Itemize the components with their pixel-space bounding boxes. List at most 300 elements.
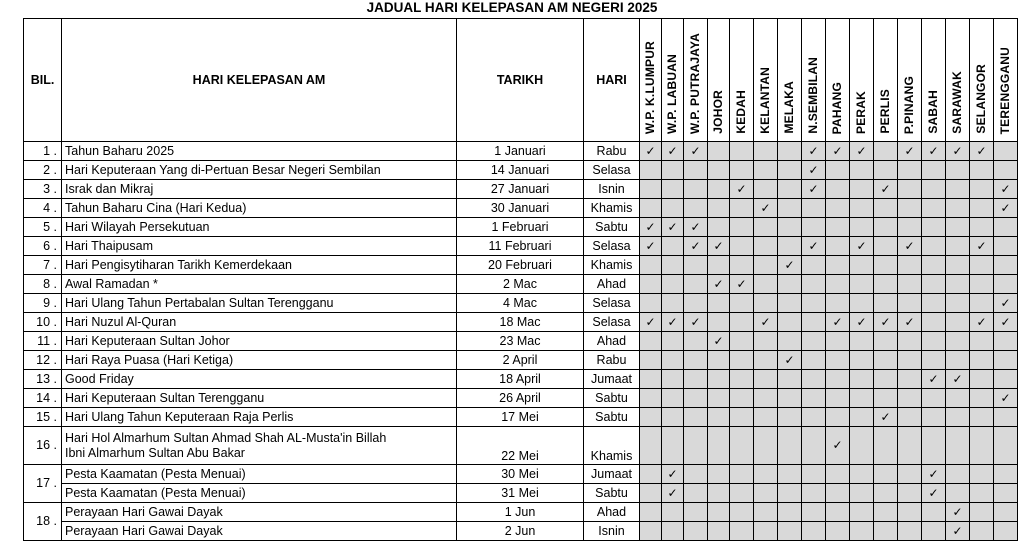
state-cell <box>898 161 922 180</box>
holiday-name: Perayaan Hari Gawai Dayak <box>62 522 457 541</box>
state-cell <box>874 180 898 199</box>
state-cell <box>754 370 778 389</box>
check-icon: ✓ <box>952 143 963 158</box>
holiday-day: Jumaat <box>584 465 640 484</box>
holiday-day: Ahad <box>584 275 640 294</box>
state-cell <box>754 142 778 161</box>
state-cell <box>802 465 826 484</box>
state-cell <box>754 256 778 275</box>
state-cell <box>708 275 730 294</box>
holiday-day: Selasa <box>584 237 640 256</box>
holiday-name: Pesta Kaamatan (Pesta Menuai) <box>62 484 457 503</box>
state-cell <box>994 522 1018 541</box>
holiday-day: Rabu <box>584 351 640 370</box>
state-cell <box>640 332 662 351</box>
state-cell <box>640 294 662 313</box>
state-cell <box>922 351 946 370</box>
check-icon: ✓ <box>1000 295 1011 310</box>
state-cell <box>898 294 922 313</box>
state-cell <box>922 408 946 427</box>
state-cell <box>946 484 970 503</box>
state-cell <box>684 199 708 218</box>
holiday-name: Tahun Baharu Cina (Hari Kedua) <box>62 199 457 218</box>
state-cell <box>850 161 874 180</box>
state-cell <box>662 351 684 370</box>
state-cell <box>640 142 662 161</box>
state-cell <box>708 294 730 313</box>
state-cell <box>970 370 994 389</box>
state-cell <box>662 313 684 332</box>
state-cell <box>826 275 850 294</box>
state-cell <box>754 522 778 541</box>
state-cell <box>970 218 994 237</box>
state-cell <box>898 484 922 503</box>
state-cell <box>898 180 922 199</box>
state-cell <box>946 389 970 408</box>
state-cell <box>778 218 802 237</box>
header-state: MELAKA <box>778 19 802 142</box>
state-cell <box>850 332 874 351</box>
holiday-day: Ahad <box>584 332 640 351</box>
state-cell <box>662 484 684 503</box>
state-cell <box>778 408 802 427</box>
state-cell <box>778 332 802 351</box>
state-cell <box>802 313 826 332</box>
check-icon: ✓ <box>952 504 963 519</box>
row-number: 14 . <box>24 389 62 408</box>
state-cell <box>778 237 802 256</box>
state-cell <box>994 427 1018 465</box>
state-cell <box>874 351 898 370</box>
holiday-name: Hari Nuzul Al-Quran <box>62 313 457 332</box>
state-cell <box>970 275 994 294</box>
check-icon: ✓ <box>645 143 656 158</box>
state-cell <box>640 218 662 237</box>
state-cell <box>754 218 778 237</box>
state-cell <box>874 332 898 351</box>
check-icon: ✓ <box>880 181 891 196</box>
check-icon: ✓ <box>928 371 939 386</box>
state-cell <box>754 332 778 351</box>
state-cell <box>708 256 730 275</box>
state-cell <box>778 313 802 332</box>
row-number: 13 . <box>24 370 62 389</box>
state-cell <box>922 465 946 484</box>
state-cell <box>994 275 1018 294</box>
state-cell <box>922 313 946 332</box>
state-cell <box>640 256 662 275</box>
check-icon: ✓ <box>736 181 747 196</box>
state-cell <box>662 218 684 237</box>
state-cell <box>898 503 922 522</box>
state-cell <box>970 294 994 313</box>
state-cell <box>946 256 970 275</box>
header-state: JOHOR <box>708 19 730 142</box>
holiday-name: Awal Ramadan * <box>62 275 457 294</box>
state-cell <box>730 370 754 389</box>
state-cell <box>778 161 802 180</box>
state-cell <box>946 427 970 465</box>
state-cell <box>662 294 684 313</box>
check-icon: ✓ <box>713 276 724 291</box>
table-row <box>24 408 1018 427</box>
state-cell <box>778 180 802 199</box>
holiday-name: Pesta Kaamatan (Pesta Menuai) <box>62 465 457 484</box>
holiday-name: Hari Ulang Tahun Pertabalan Sultan Terengganu <box>62 294 457 313</box>
holiday-date: 27 Januari <box>457 180 584 199</box>
state-cell <box>802 142 826 161</box>
holiday-date: 11 Februari <box>457 237 584 256</box>
holiday-day: Isnin <box>584 180 640 199</box>
state-cell <box>826 218 850 237</box>
state-cell <box>662 142 684 161</box>
state-cell <box>946 503 970 522</box>
check-icon: ✓ <box>667 143 678 158</box>
state-cell <box>874 427 898 465</box>
holiday-date: 31 Mei <box>457 484 584 503</box>
holiday-day: Isnin <box>584 522 640 541</box>
check-icon: ✓ <box>690 219 701 234</box>
state-cell <box>662 427 684 465</box>
row-number: 9 . <box>24 294 62 313</box>
state-cell <box>730 161 754 180</box>
state-cell <box>946 351 970 370</box>
check-icon: ✓ <box>808 143 819 158</box>
state-cell <box>640 465 662 484</box>
state-cell <box>826 180 850 199</box>
state-cell <box>850 370 874 389</box>
state-cell <box>662 408 684 427</box>
state-cell <box>946 294 970 313</box>
table-row <box>24 142 1018 161</box>
state-cell <box>970 161 994 180</box>
state-cell <box>850 313 874 332</box>
state-cell <box>826 370 850 389</box>
state-cell <box>778 142 802 161</box>
state-cell <box>946 180 970 199</box>
state-cell <box>662 199 684 218</box>
state-cell <box>850 389 874 408</box>
check-icon: ✓ <box>784 257 795 272</box>
check-icon: ✓ <box>784 352 795 367</box>
state-cell <box>802 351 826 370</box>
state-cell <box>922 218 946 237</box>
state-cell <box>754 161 778 180</box>
state-cell <box>898 370 922 389</box>
holiday-name <box>62 427 457 465</box>
state-cell <box>898 408 922 427</box>
holiday-date: 4 Mac <box>457 294 584 313</box>
state-cell <box>874 218 898 237</box>
header-state: KEDAH <box>730 19 754 142</box>
holiday-date: 30 Mei <box>457 465 584 484</box>
check-icon: ✓ <box>832 143 843 158</box>
state-cell <box>826 427 850 465</box>
state-cell <box>970 237 994 256</box>
check-icon: ✓ <box>808 162 819 177</box>
state-cell <box>708 408 730 427</box>
check-icon: ✓ <box>667 466 678 481</box>
table-row <box>24 522 1018 541</box>
state-cell <box>778 465 802 484</box>
check-icon: ✓ <box>713 238 724 253</box>
holiday-day: Rabu <box>584 142 640 161</box>
check-icon: ✓ <box>880 314 891 329</box>
state-cell <box>946 161 970 180</box>
state-cell <box>994 332 1018 351</box>
state-cell <box>850 427 874 465</box>
table-row <box>24 256 1018 275</box>
row-number: 7 . <box>24 256 62 275</box>
state-cell <box>754 294 778 313</box>
state-cell <box>850 180 874 199</box>
state-cell <box>994 218 1018 237</box>
check-icon: ✓ <box>952 371 963 386</box>
header-state: W.P. LABUAN <box>662 19 684 142</box>
holiday-name: Good Friday <box>62 370 457 389</box>
holiday-name: Tahun Baharu 2025 <box>62 142 457 161</box>
check-icon: ✓ <box>690 314 701 329</box>
holiday-name-line: Hari Hol Almarhum Sultan Ahmad Shah AL-Musta'in Billah <box>65 430 387 445</box>
holiday-name: Hari Wilayah Persekutuan <box>62 218 457 237</box>
state-cell <box>922 180 946 199</box>
state-cell <box>754 351 778 370</box>
state-cell <box>826 389 850 408</box>
holiday-date: 2 Jun <box>457 522 584 541</box>
state-cell <box>730 294 754 313</box>
state-cell <box>874 465 898 484</box>
check-icon: ✓ <box>736 276 747 291</box>
table-row <box>24 199 1018 218</box>
header-state: TERENGGANU <box>994 19 1018 142</box>
state-cell <box>730 313 754 332</box>
row-number: 8 . <box>24 275 62 294</box>
row-number: 6 . <box>24 237 62 256</box>
state-cell <box>802 427 826 465</box>
row-number: 4 . <box>24 199 62 218</box>
state-cell <box>994 370 1018 389</box>
state-cell <box>730 237 754 256</box>
state-cell <box>778 199 802 218</box>
check-icon: ✓ <box>690 238 701 253</box>
state-cell <box>874 522 898 541</box>
state-cell <box>850 408 874 427</box>
state-cell <box>826 256 850 275</box>
state-cell <box>994 237 1018 256</box>
check-icon: ✓ <box>645 219 656 234</box>
state-cell <box>754 313 778 332</box>
holiday-name: Israk dan Mikraj <box>62 180 457 199</box>
holiday-date: 18 Mac <box>457 313 584 332</box>
state-cell <box>730 389 754 408</box>
state-cell <box>946 522 970 541</box>
state-cell <box>922 275 946 294</box>
state-cell <box>970 199 994 218</box>
state-cell <box>946 237 970 256</box>
state-cell <box>898 332 922 351</box>
state-cell <box>754 484 778 503</box>
state-cell <box>730 427 754 465</box>
state-cell <box>708 218 730 237</box>
holiday-date: 22 Mei <box>457 427 584 465</box>
state-cell <box>826 522 850 541</box>
state-cell <box>730 351 754 370</box>
state-cell <box>684 389 708 408</box>
state-cell <box>754 427 778 465</box>
state-cell <box>640 237 662 256</box>
state-cell <box>778 351 802 370</box>
state-cell <box>850 256 874 275</box>
state-cell <box>778 503 802 522</box>
state-cell <box>730 522 754 541</box>
holiday-date: 23 Mac <box>457 332 584 351</box>
state-cell <box>970 503 994 522</box>
table-row <box>24 332 1018 351</box>
state-cell <box>874 294 898 313</box>
state-cell <box>826 503 850 522</box>
header-state: W.P. PUTRAJAYA <box>684 19 708 142</box>
state-cell <box>850 218 874 237</box>
state-cell <box>708 370 730 389</box>
row-number: 2 . <box>24 161 62 180</box>
state-cell <box>946 199 970 218</box>
state-cell <box>730 465 754 484</box>
state-cell <box>684 370 708 389</box>
state-cell <box>994 199 1018 218</box>
check-icon: ✓ <box>1000 200 1011 215</box>
check-icon: ✓ <box>856 238 867 253</box>
state-cell <box>826 408 850 427</box>
state-cell <box>754 180 778 199</box>
header-state: W.P. K.LUMPUR <box>640 19 662 142</box>
check-icon: ✓ <box>928 466 939 481</box>
state-cell <box>826 161 850 180</box>
state-cell <box>778 256 802 275</box>
table-row <box>24 389 1018 408</box>
state-cell <box>874 237 898 256</box>
state-cell <box>708 161 730 180</box>
row-number: 1 . <box>24 142 62 161</box>
state-cell <box>730 275 754 294</box>
check-icon: ✓ <box>760 200 771 215</box>
state-cell <box>778 370 802 389</box>
state-cell <box>708 142 730 161</box>
check-icon: ✓ <box>832 314 843 329</box>
holiday-date: 20 Februari <box>457 256 584 275</box>
state-cell <box>994 142 1018 161</box>
holiday-date: 1 Jun <box>457 503 584 522</box>
state-cell <box>994 389 1018 408</box>
state-cell <box>826 199 850 218</box>
check-icon: ✓ <box>645 314 656 329</box>
state-cell <box>754 237 778 256</box>
holiday-table <box>23 18 1018 541</box>
state-cell <box>850 142 874 161</box>
table-row <box>24 503 1018 522</box>
state-cell <box>802 237 826 256</box>
state-cell <box>730 180 754 199</box>
state-cell <box>922 142 946 161</box>
header-state: SARAWAK <box>946 19 970 142</box>
state-cell <box>802 484 826 503</box>
state-cell <box>970 389 994 408</box>
state-cell <box>802 503 826 522</box>
state-cell <box>754 503 778 522</box>
state-cell <box>802 408 826 427</box>
state-cell <box>662 256 684 275</box>
state-cell <box>826 313 850 332</box>
state-cell <box>662 465 684 484</box>
state-cell <box>754 389 778 408</box>
state-cell <box>640 161 662 180</box>
state-cell <box>826 294 850 313</box>
state-cell <box>684 484 708 503</box>
state-cell <box>874 503 898 522</box>
state-cell <box>640 503 662 522</box>
check-icon: ✓ <box>904 143 915 158</box>
state-cell <box>994 408 1018 427</box>
state-cell <box>874 142 898 161</box>
holiday-date: 2 Mac <box>457 275 584 294</box>
state-cell <box>730 142 754 161</box>
state-cell <box>898 389 922 408</box>
state-cell <box>826 237 850 256</box>
state-cell <box>922 503 946 522</box>
row-number: 5 . <box>24 218 62 237</box>
state-cell <box>994 484 1018 503</box>
state-cell <box>970 408 994 427</box>
state-cell <box>946 142 970 161</box>
state-cell <box>730 256 754 275</box>
state-cell <box>662 275 684 294</box>
header-state: KELANTAN <box>754 19 778 142</box>
state-cell <box>802 370 826 389</box>
holiday-day: Sabtu <box>584 408 640 427</box>
holiday-name: Hari Raya Puasa (Hari Ketiga) <box>62 351 457 370</box>
state-cell <box>946 370 970 389</box>
state-cell <box>922 370 946 389</box>
row-number: 3 . <box>24 180 62 199</box>
check-icon: ✓ <box>645 238 656 253</box>
state-cell <box>708 199 730 218</box>
holiday-name: Hari Keputeraan Sultan Terengganu <box>62 389 457 408</box>
state-cell <box>994 180 1018 199</box>
state-cell <box>994 503 1018 522</box>
state-cell <box>640 484 662 503</box>
check-icon: ✓ <box>904 314 915 329</box>
holiday-date: 1 Januari <box>457 142 584 161</box>
holiday-day: Selasa <box>584 294 640 313</box>
state-cell <box>708 180 730 199</box>
state-cell <box>874 408 898 427</box>
holiday-name: Hari Keputeraan Sultan Johor <box>62 332 457 351</box>
state-cell <box>802 180 826 199</box>
state-cell <box>754 199 778 218</box>
state-cell <box>640 408 662 427</box>
check-icon: ✓ <box>667 314 678 329</box>
state-cell <box>708 522 730 541</box>
state-cell <box>708 427 730 465</box>
state-cell <box>708 332 730 351</box>
holiday-day: Khamis <box>584 427 640 465</box>
state-cell <box>994 256 1018 275</box>
state-cell <box>662 522 684 541</box>
header-state: SELANGOR <box>970 19 994 142</box>
holiday-date: 14 Januari <box>457 161 584 180</box>
state-cell <box>730 503 754 522</box>
state-cell <box>874 389 898 408</box>
state-cell <box>684 256 708 275</box>
